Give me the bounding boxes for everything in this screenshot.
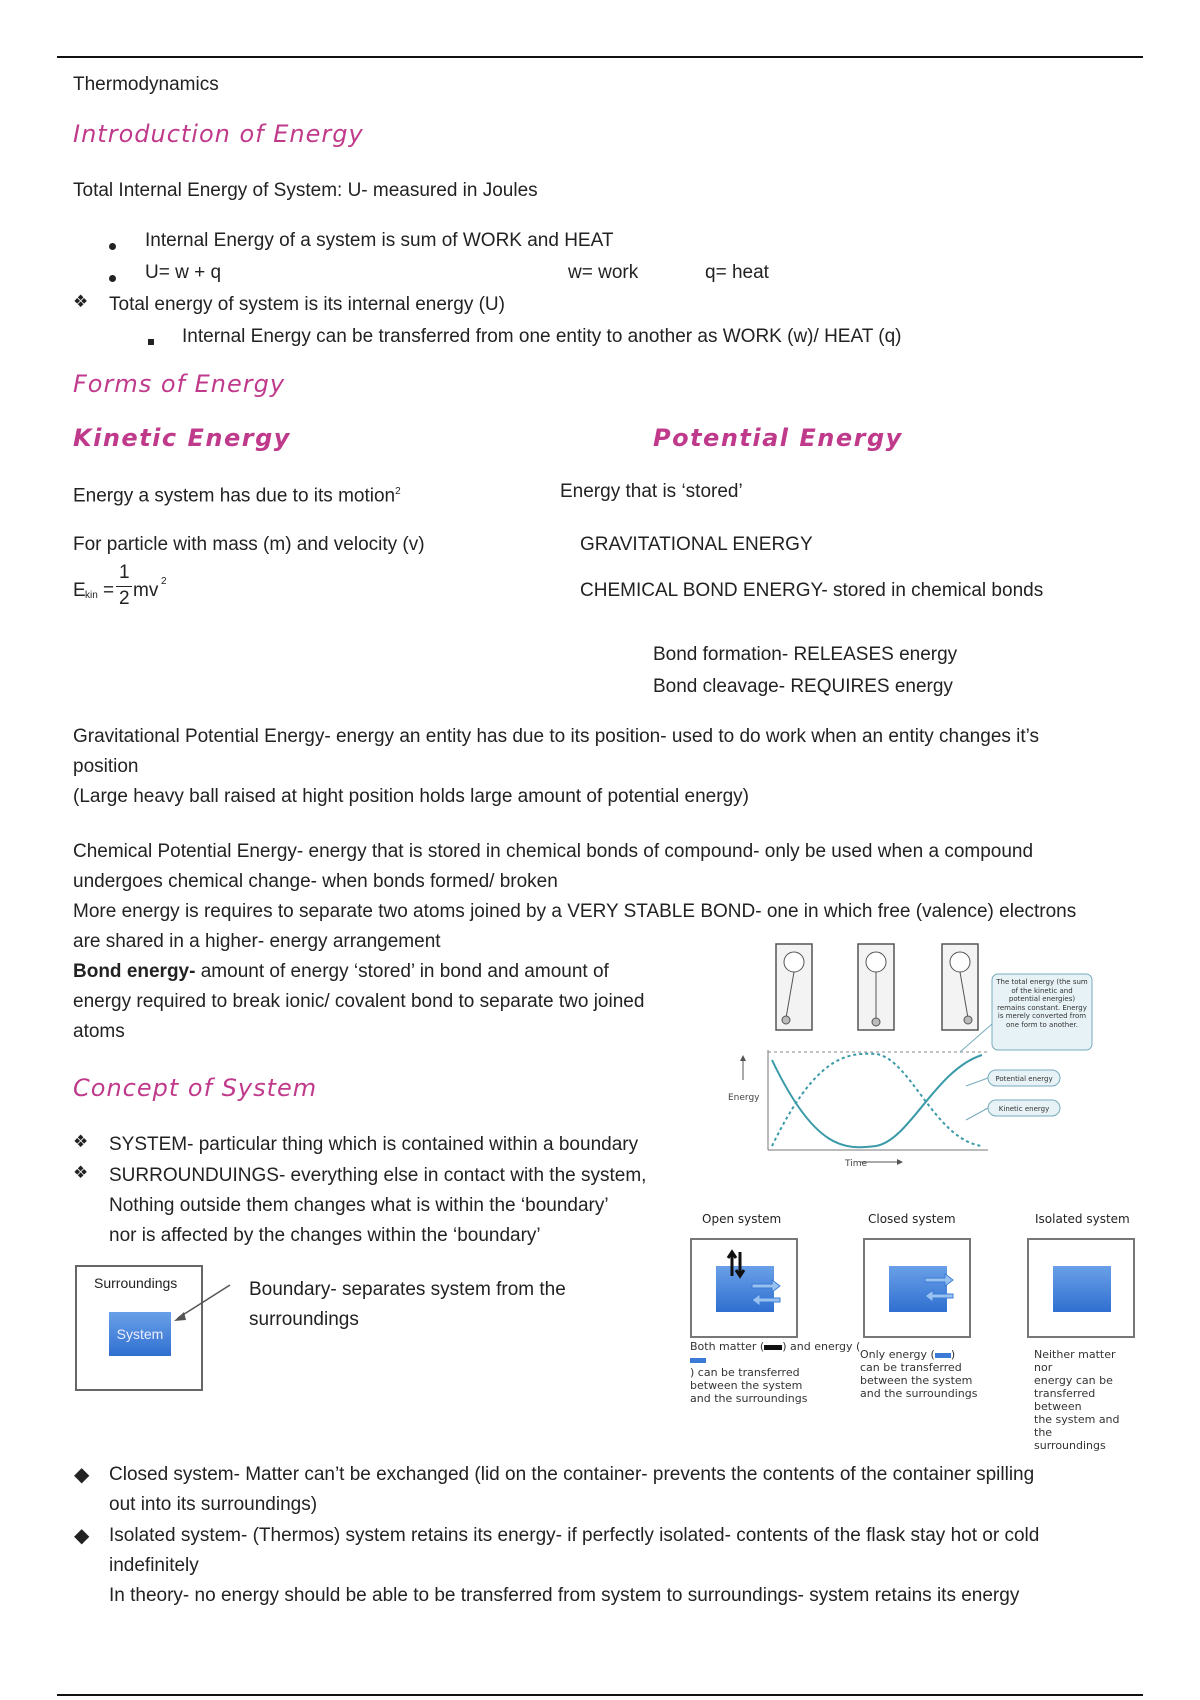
kinetic-energy-curve [772,1054,982,1146]
w-definition: w= work [568,262,639,283]
total-energy-callout-text: The total energy (the sum of the kinetic and potential energies) remains constant. Energy is merely converted from one form to another. [996,978,1088,1029]
bond-cleavage: Bond cleavage- REQUIRES energy [653,676,953,697]
energy-axis-label: Energy [728,1093,760,1103]
energy-arrow-icon [935,1353,951,1358]
diamond-bullet-icon: ❖ [73,1132,89,1151]
kinetic-line-2: For particle with mass (m) and velocity (v) [73,534,425,555]
bond-formation: Bond formation- RELEASES energy [653,644,958,665]
kinetic-energy-callout-text: Kinetic energy [998,1105,1050,1113]
potential-heading: Potential Energy [653,424,903,452]
potential-energy-callout-text: Potential energy [995,1075,1053,1083]
system-definition: SYSTEM- particular thing which is contained within a boundary [109,1134,639,1155]
pendulum-icon [942,944,978,1030]
diamond-bullet-icon: ◆ [74,1525,90,1547]
pendulum-icon [776,944,812,1030]
open-system-box [690,1238,798,1338]
intro-diamond-1: Total energy of system is its internal energy (U) [109,294,505,315]
pendulum-energy-figure [720,940,1100,1170]
gravitational-energy: GRAVITATIONAL ENERGY [580,534,813,555]
isolated-system-note: Isolated system- (Thermos) system retains its energy- if perfectly isolated- contents of the flask stay hot or cold indefinitely In theory- no energy should be able to be transferred from system to surroundings- system retains its energy [109,1525,1040,1606]
kinetic-line-1: Energy a system has due to its motion$^2$ [73,485,401,507]
forms-heading: Forms of Energy [73,370,286,398]
kinetic-heading: Kinetic Energy [73,424,291,452]
diamond-bullet-icon: ◆ [74,1464,90,1486]
boundary-arrow-icon [170,1280,240,1330]
document-title: Thermodynamics [73,74,219,95]
closed-system-note: Closed system- Matter can’t be exchanged (lid on the container- prevents the contents of the container spilling out into its surroundings) [109,1464,1035,1515]
chemical-bond-energy: CHEMICAL BOND ENERGY- stored in chemical bonds [580,580,1044,601]
open-system-caption: Both matter ( ) and energy ( ) can be transferred between the system and the surroundings [690,1340,861,1405]
open-system-arrows-icon [726,1246,786,1316]
open-system-title: Open system [702,1212,782,1226]
bullet-icon [109,269,116,287]
system-box [109,1312,171,1356]
isolated-system-title: Isolated system [1035,1212,1130,1226]
surroundings-definition: SURROUNDUINGS- everything else in contact with the system, Nothing outside them changes what is within the ‘boundary’ nor is affected by the changes within the ‘boundary’ [109,1165,647,1246]
pendulum-icon [858,944,894,1030]
bullet-icon [109,237,116,255]
system-label: System [116,1326,164,1342]
intro-bullet-equation: U= w + q [145,262,222,283]
top-rule [57,56,1143,58]
potential-energy-curve [772,1055,982,1147]
gpe-paragraph: Gravitational Potential Energy- energy an entity has due to its position- used to do work when an entity changes it’s position (Large heavy ball raised at hight position holds large amount of potential energy) [73,726,1040,807]
closed-system-title: Closed system [868,1212,956,1226]
closed-system-energy-arrows-icon [915,1270,965,1310]
diamond-bullet-icon: ❖ [73,292,89,311]
intro-bullet-1: Internal Energy of a system is sum of WORK and HEAT [145,230,614,251]
system-types-figure [690,1210,1130,1452]
potential-line-1: Energy that is ‘stored’ [560,481,743,502]
square-bullet-icon [148,332,154,350]
cpe-paragraph: Chemical Potential Energy- energy that is stored in chemical bonds of compound- only be used when a compound undergoes chemical change- when bonds formed/ broken More energy is requires to separate two atoms joined by a VERY STABLE BOND- one in which free (valence) electrons are shared in a higher- energy arrangement Bond energy- amount of energy ‘stored’ in bond and amount of energy required to break ionic/ covalent bond to separate two joined atoms [73,841,1077,1042]
intro-sub-bullet-1: Internal Energy can be transferred from one entity to another as WORK (w)/ HEAT (q) [182,326,902,347]
isolated-system-box [1027,1238,1135,1338]
boundary-definition: Boundary- separates system from the surroundings [249,1279,566,1330]
energy-arrow-icon [690,1358,706,1363]
intro-heading: Introduction of Energy [73,120,364,148]
system-heading: Concept of System [73,1074,318,1102]
bottom-rule [57,1694,1143,1696]
isolated-system-caption: Neither matter nor energy can be transferred between the system and the surroundings [1034,1348,1120,1452]
total-internal-energy-line: Total Internal Energy of System: U- measured in Joules [73,180,538,201]
surroundings-label: Surroundings [94,1275,178,1291]
diamond-bullet-icon: ❖ [73,1163,89,1182]
closed-system-box [863,1238,971,1338]
q-definition: q= heat [705,262,769,283]
time-axis-label: Time [845,1159,868,1169]
matter-arrow-icon [764,1345,782,1350]
closed-system-caption: Only energy ( ) can be transferred between the system and the surroundings [860,1348,978,1400]
